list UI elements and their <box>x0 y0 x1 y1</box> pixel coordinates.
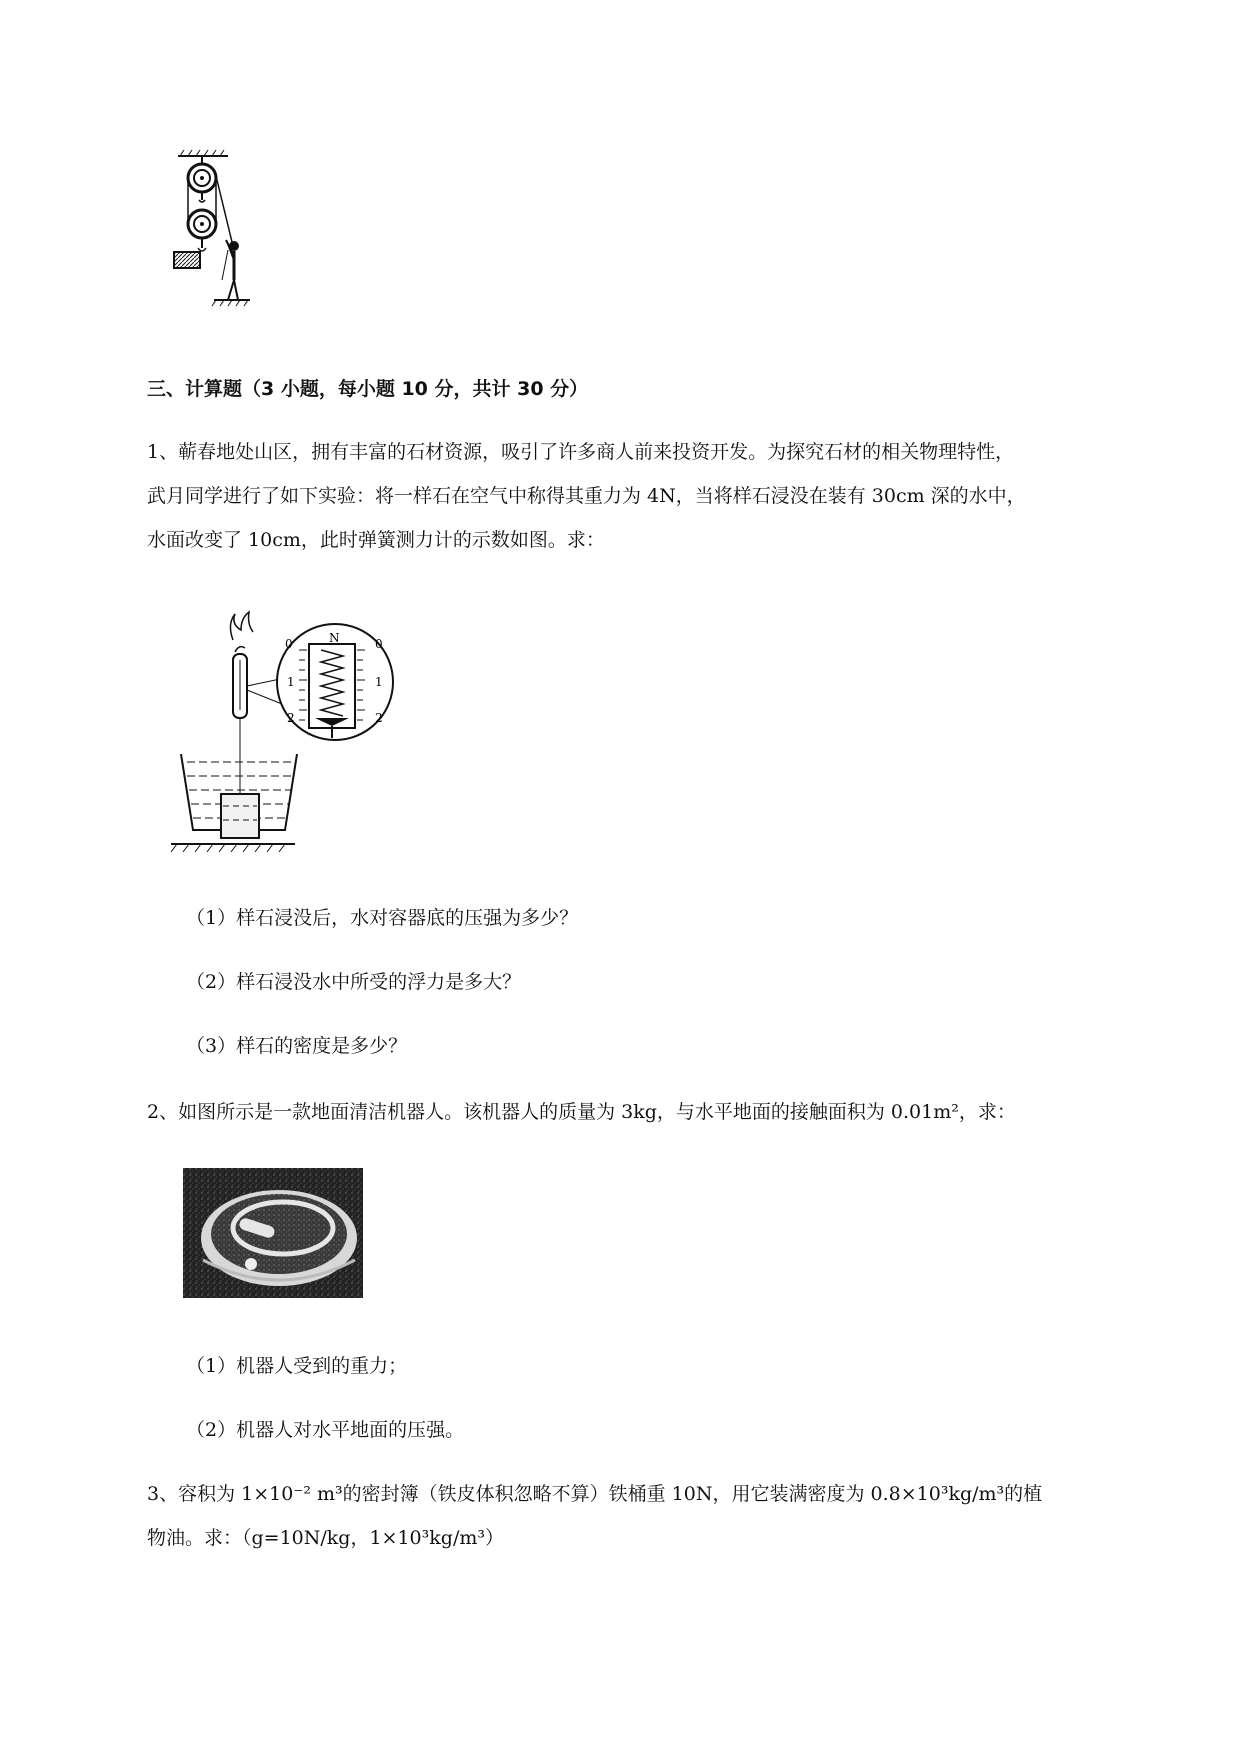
question-1-line-2: 武月同学进行了如下实验：将一样石在空气中称得其重力为 4N，当将样石浸没在装有 30cm 深的水中， <box>147 485 1026 507</box>
question-1-part-1: （1）样石浸没后，水对容器底的压强为多少？ <box>186 907 579 929</box>
question-3-line-2: 物油。求：（g=10N/kg，1×10³kg/m³） <box>147 1527 504 1549</box>
question-2-part-1: （1）机器人受到的重力； <box>186 1355 408 1377</box>
question-3-line-1: 3、容积为 1×10⁻² m³的密封簿（铁皮体积忽略不算）铁桶重 10N，用它装满密度为 0.8×10³kg/m³的植 <box>147 1483 1043 1505</box>
question-1-line-3: 水面改变了 10cm，此时弹簧测力计的示数如图。求： <box>147 529 605 551</box>
scale-label-two-right: 2 <box>375 711 383 725</box>
question-2-line-1: 2、如图所示是一款地面清洁机器人。该机器人的质量为 3kg，与水平地面的接触面积为 0.01m²，求： <box>147 1101 1016 1123</box>
scale-label-zero-left: 0 <box>285 637 293 651</box>
question-1-part-2: （2）样石浸没水中所受的浮力是多大？ <box>186 971 522 993</box>
scale-label-n: N <box>329 631 340 645</box>
question-1-part-3: （3）样石的密度是多少？ <box>186 1035 408 1057</box>
scale-label-one-left: 1 <box>287 675 295 689</box>
pulley-figure <box>170 150 290 340</box>
cleaning-robot-photo <box>183 1168 363 1298</box>
scale-label-one-right: 1 <box>375 675 383 689</box>
scale-label-zero-right: 0 <box>375 637 383 651</box>
section-heading: 三、计算题（3 小题，每小题 10 分，共计 30 分） <box>147 378 589 400</box>
question-1-line-1: 1、蕲春地处山区，拥有丰富的石材资源，吸引了许多商人前来投资开发。为探究石材的相关物理特性， <box>147 441 1015 463</box>
scale-label-two-left: 2 <box>287 711 295 725</box>
question-2-part-2: （2）机器人对水平地面的压强。 <box>186 1419 465 1441</box>
spring-scale-figure <box>175 590 415 865</box>
